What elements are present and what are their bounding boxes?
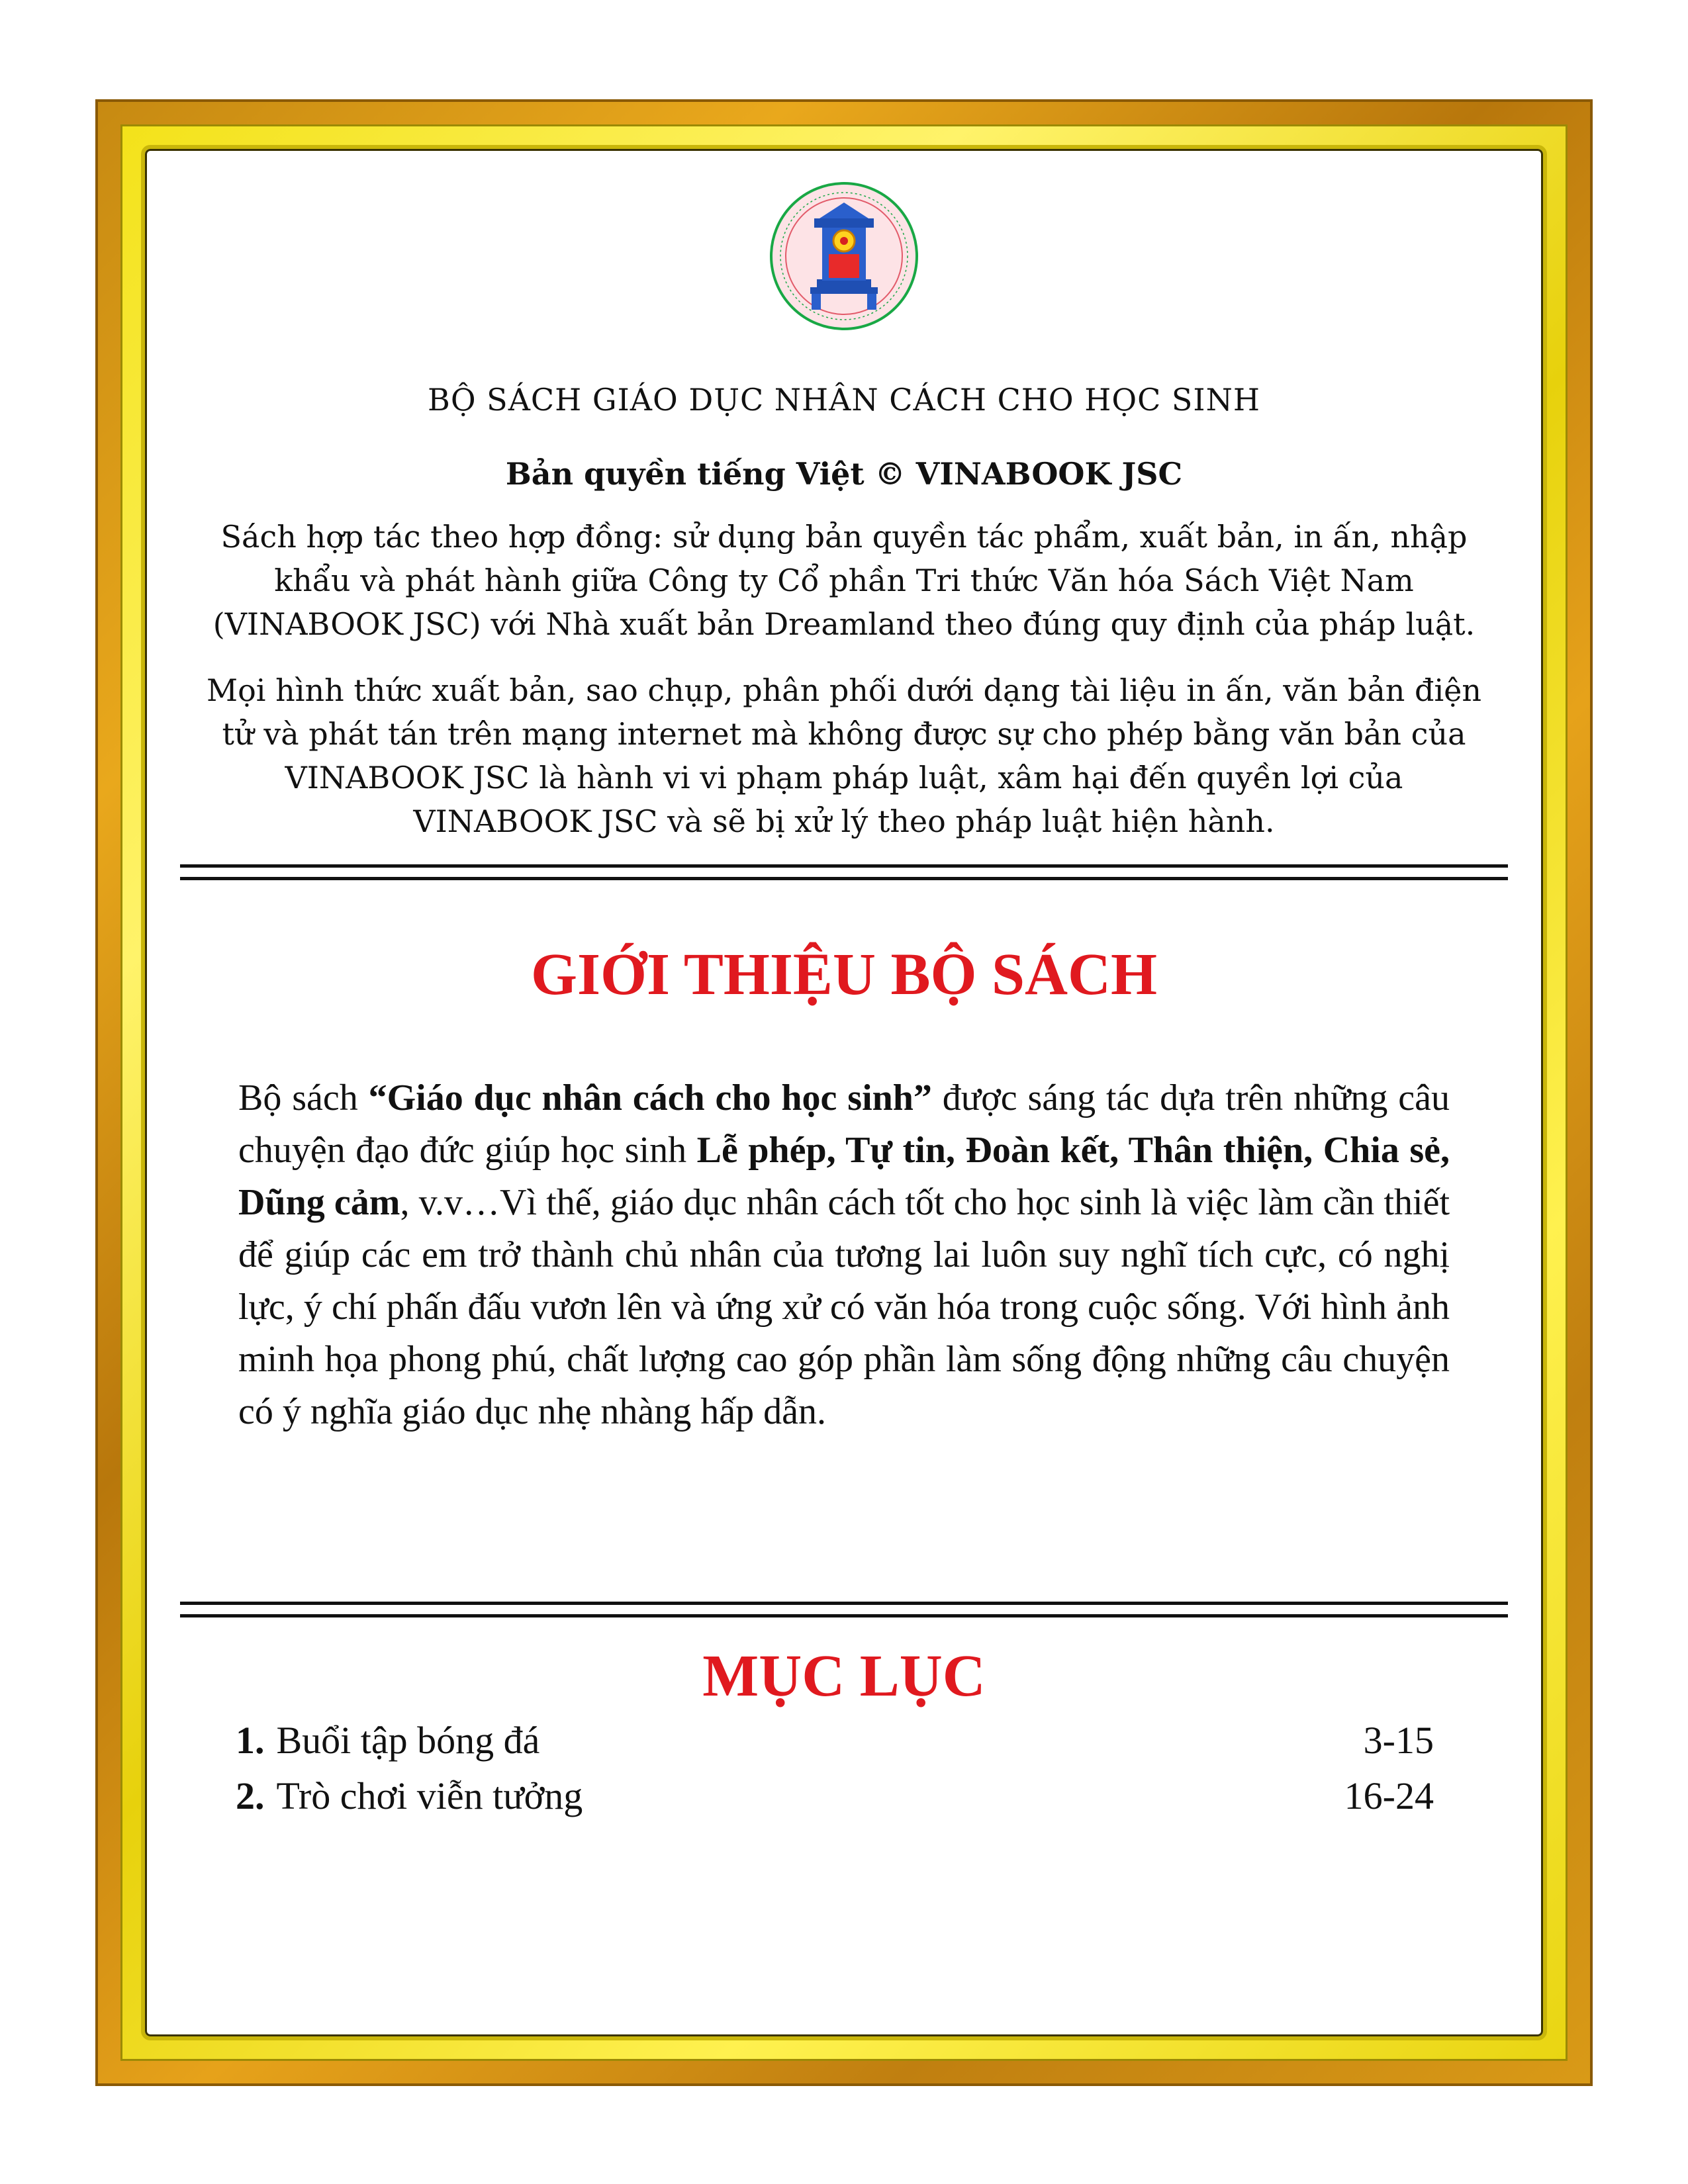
toc-number: 1. bbox=[236, 1719, 265, 1762]
cooperation-paragraph: Sách hợp tác theo hợp đồng: sử dụng bản quyền tác phẩm, xuất bản, in ấn, nhập khẩu và phát hành giữa Công ty Cổ phần Tri thức Văn hóa Sách Việt Nam (VINABOOK JSC) với Nhà xuất bản Dreamland theo đúng quy định của pháp luật. bbox=[212, 519, 1476, 642]
toc-title: Buổi tập bóng đá bbox=[276, 1719, 540, 1762]
toc-heading: MỤC LỤC bbox=[702, 1643, 986, 1709]
intro-virtues: Lễ phép, Tự tin, Đoàn kết, Thân thiện, Chia sẻ, Dũng cảm bbox=[238, 1130, 1450, 1223]
toc-number: 2. bbox=[236, 1774, 265, 1817]
rights-paragraph: Mọi hình thức xuất bản, sao chụp, phân phối dưới dạng tài liệu in ấn, văn bản điện tử và phát tán trên mạng internet mà không được sự cho phép bằng văn bản của VINABOOK JSC là hành vi vi phạm pháp luật, xâm hại đến quyền lợi của VINABOOK JSC và sẽ bị xử lý theo pháp luật hiện hành. bbox=[206, 672, 1482, 839]
divider-bottom bbox=[180, 1602, 1508, 1617]
toc-pages: 3-15 bbox=[1363, 1719, 1434, 1762]
vinabook-logo bbox=[768, 180, 920, 332]
intro-series-name: “Giáo dục nhân cách cho học sinh” bbox=[368, 1077, 932, 1118]
toc-item bbox=[236, 1713, 1434, 1768]
intro-paragraph bbox=[238, 1072, 1450, 1438]
intro-text-1: Bộ sách bbox=[238, 1077, 369, 1118]
copyright-line: Bản quyền tiếng Việt © VINABOOK JSC bbox=[505, 456, 1183, 492]
toc-entry bbox=[236, 1768, 583, 1824]
table-of-contents bbox=[236, 1713, 1434, 1824]
intro-text-3: , v.v…Vì thế, giáo dục nhân cách tốt cho học sinh là việc làm cần thiết để giúp các em trở thành chủ nhân của tương lai luôn suy nghĩ tích cực, có nghị lực, ý chí phấn đấu vươn lên và ứng xử có văn hóa trong cuộc sống. Với hình ảnh minh họa phong phú, chất lượng cao góp phần làm sống động những câu chuyện có ý nghĩa giáo dục nhẹ nhàng hấp dẫn. bbox=[238, 1182, 1450, 1432]
toc-pages: 16-24 bbox=[1344, 1774, 1434, 1817]
toc-entry bbox=[236, 1713, 539, 1768]
series-title: BỘ SÁCH GIÁO DỤC NHÂN CÁCH CHO HỌC SINH bbox=[428, 382, 1260, 418]
intro-text-2: được sáng tác dựa trên những câu chuyện đạo đức giúp học sinh bbox=[238, 1077, 1450, 1171]
divider-top bbox=[180, 864, 1508, 880]
intro-heading: GIỚI THIỆU BỘ SÁCH bbox=[530, 942, 1158, 1007]
toc-item bbox=[236, 1768, 1434, 1824]
toc-title: Trò chơi viễn tưởng bbox=[276, 1774, 583, 1817]
